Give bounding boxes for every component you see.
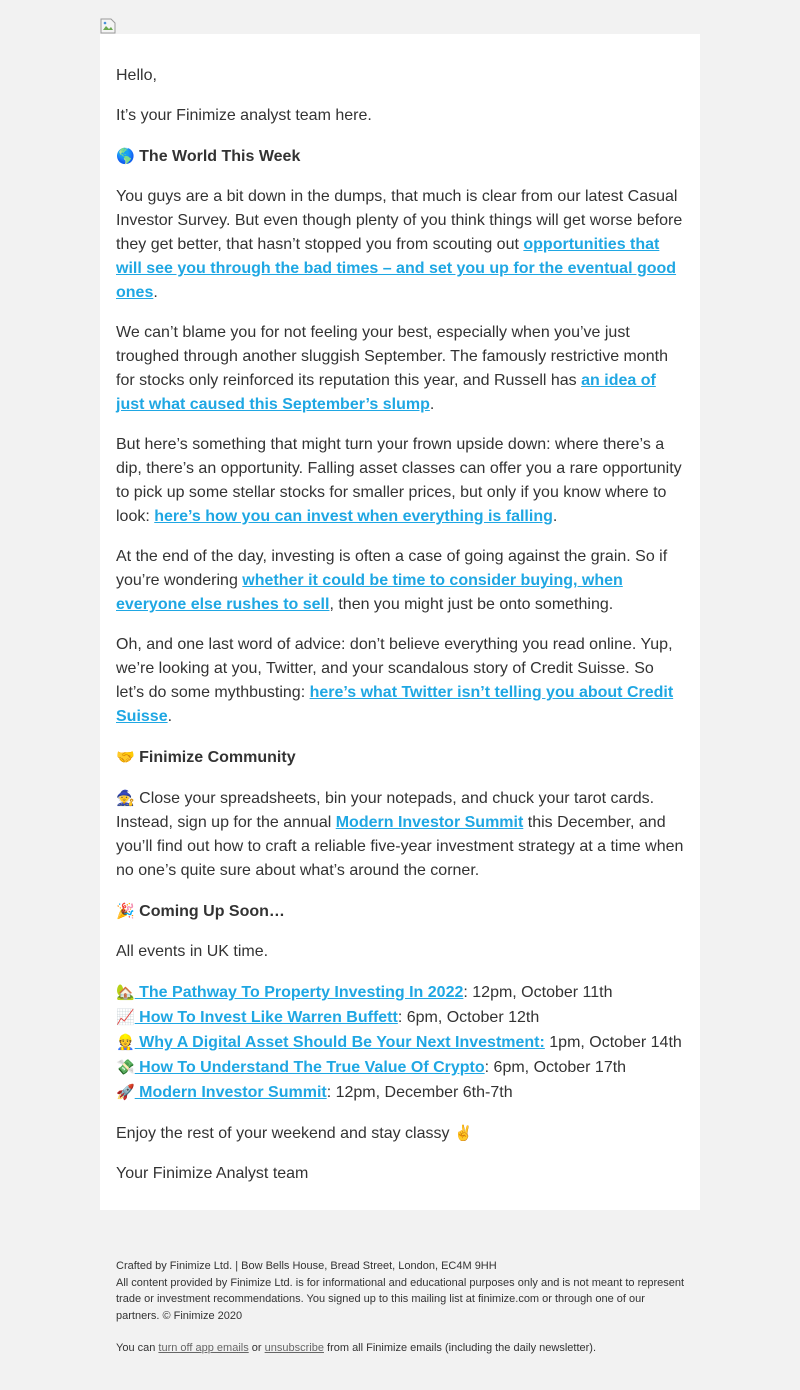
- link-credit-suisse[interactable]: here’s what Twitter isn’t telling you about Credit Suisse: [116, 684, 674, 725]
- footer: [116, 1258, 686, 1357]
- footer-disclaimer: All content provided by Finimize Ltd. is for informational and educational purposes only and is not meant to represent trade or investment recommendations. You signed up to this mailing list at finimize.com or through one of our partners. © Finimize 2020: [116, 1276, 685, 1322]
- coming-heading-text: Coming Up Soon…: [139, 903, 285, 920]
- event-item: 📈 How To Invest Like Warren Buffett: 6pm, October 12th: [116, 1008, 540, 1026]
- event-link-digital-asset[interactable]: Why A Digital Asset Should Be Your Next Investment:: [134, 1034, 545, 1051]
- timezone-note: All events in UK time.: [116, 943, 269, 960]
- world-paragraph-4: At the end of the day, investing is often a case of going against the grain. So if you’re wondering whether it could be time to consider buying, when everyone else rushes to sell, then you might just be onto something.: [116, 548, 668, 613]
- construction-worker-icon: 👷: [116, 1033, 135, 1051]
- event-list: [116, 980, 684, 1105]
- link-invest-when-falling[interactable]: here’s how you can invest when everything is falling: [154, 508, 553, 525]
- wizard-icon: 🧙: [116, 789, 135, 807]
- link-september-slump[interactable]: an idea of just what caused this September’s slump: [116, 372, 656, 413]
- greeting: Hello,: [116, 67, 157, 84]
- community-heading-text: Finimize Community: [139, 749, 296, 766]
- community-paragraph: 🧙 Close your spreadsheets, bin your notepads, and chuck your tarot cards. Instead, sign up for the annual Modern Investor Summit this December, and you’ll find out how to craft a reliable five-year investment strategy at a time when no one’s quite sure about what’s around the corner.: [116, 789, 684, 879]
- chart-increasing-icon: 📈: [116, 1008, 135, 1026]
- money-wings-icon: 💸: [116, 1058, 135, 1076]
- event-item: 🚀 Modern Investor Summit: 12pm, December 6th-7th: [116, 1083, 513, 1101]
- link-opportunities[interactable]: opportunities that will see you through the bad times – and set you up for the eventual good ones: [116, 236, 677, 301]
- section-heading-coming: [116, 899, 684, 924]
- handshake-icon: 🤝: [116, 748, 135, 766]
- signoff: Enjoy the rest of your weekend and stay classy ✌️: [116, 1124, 473, 1142]
- logo-broken-image[interactable]: [100, 18, 116, 34]
- rocket-icon: 🚀: [116, 1083, 135, 1101]
- footer-address: Crafted by Finimize Ltd. | Bow Bells House, Bread Street, London, EC4M 9HH: [116, 1260, 497, 1272]
- world-paragraph-5: Oh, and one last word of advice: don’t believe everything you read online. Yup, we’re looking at you, Twitter, and your scandalous story of Credit Suisse. So let’s do some mythbusting: here’s what Twitter isn’t telling you about Credit Suisse.: [116, 636, 674, 725]
- world-paragraph-1: You guys are a bit down in the dumps, that much is clear from our latest Casual Investor Survey. But even though plenty of you think things will get worse before they get better, that hasn’t stopped you from scouting out opportunities that will see you through the bad times – and set you up for the eventual good ones.: [116, 188, 683, 301]
- victory-hand-icon: ✌️: [453, 1124, 473, 1142]
- world-heading-text: The World This Week: [139, 148, 301, 165]
- email-body: [100, 34, 700, 1210]
- link-modern-investor-summit[interactable]: Modern Investor Summit: [335, 814, 524, 831]
- intro-text: It’s your Finimize analyst team here.: [116, 107, 372, 124]
- house-icon: 🏡: [116, 983, 135, 1001]
- event-link-crypto[interactable]: How To Understand The True Value Of Crypto: [134, 1059, 485, 1076]
- event-item: 👷 Why A Digital Asset Should Be Your Next Investment: 1pm, October 14th: [116, 1033, 682, 1051]
- globe-icon: 🌎: [116, 147, 135, 165]
- section-heading-world: [116, 144, 684, 169]
- section-heading-community: [116, 745, 684, 770]
- world-paragraph-3: But here’s something that might turn your frown upside down: where there’s a dip, there’s an opportunity. Falling asset classes can offer you a rare opportunity to pick up some stellar stocks for smaller prices, but only if you know where to look: here’s how you can invest when everything is falling.: [116, 436, 682, 525]
- unsubscribe-link[interactable]: unsubscribe: [264, 1342, 324, 1354]
- party-popper-icon: 🎉: [116, 902, 135, 920]
- footer-unsubscribe-line: You can turn off app emails or unsubscribe from all Finimize emails (including the daily newsletter).: [116, 1342, 596, 1354]
- event-link-buffett[interactable]: How To Invest Like Warren Buffett: [134, 1009, 398, 1026]
- world-paragraph-2: We can’t blame you for not feeling your best, especially when you’ve just troughed through another sluggish September. The famously restrictive month for stocks only reinforced its reputation this year, and Russell has an idea of just what caused this September’s slump.: [116, 324, 669, 413]
- link-consider-buying[interactable]: whether it could be time to consider buying, when everyone else rushes to sell: [116, 572, 623, 613]
- event-link-summit[interactable]: Modern Investor Summit: [134, 1084, 327, 1101]
- event-item: 🏡 The Pathway To Property Investing In 2022: 12pm, October 11th: [116, 983, 613, 1001]
- turn-off-app-emails-link[interactable]: turn off app emails: [158, 1342, 249, 1354]
- broken-image-icon: [100, 18, 116, 34]
- signature: Your Finimize Analyst team: [116, 1165, 309, 1182]
- event-item: 💸 How To Understand The True Value Of Crypto: 6pm, October 17th: [116, 1058, 627, 1076]
- event-link-property[interactable]: The Pathway To Property Investing In 2022: [134, 984, 464, 1001]
